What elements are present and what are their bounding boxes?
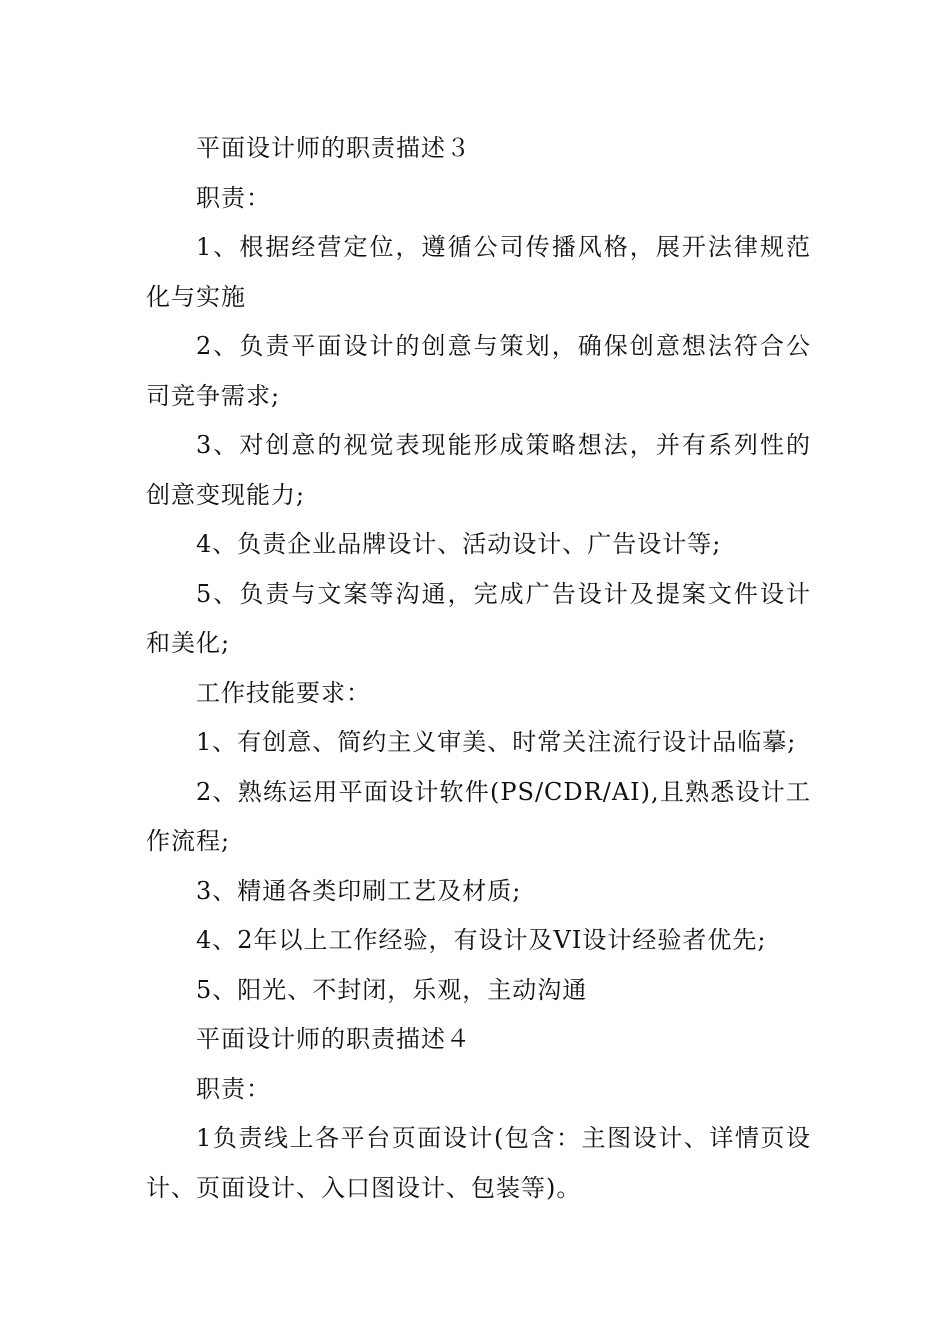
document-body (146, 124, 811, 1213)
paragraph: 3、精通各类印刷工艺及材质; (196, 876, 522, 905)
responsibilities-label: 职责： (196, 1074, 271, 1103)
paragraph: 1负责线上各平台页面设计(包含：主图设计、详情页设计、页面设计、入口图设计、包装等)。 (146, 1124, 811, 1202)
section-heading-3: 平面设计师的职责描述３ (196, 134, 471, 162)
paragraph: 5、负责与文案等沟通，完成广告设计及提案文件设计和美化; (146, 579, 811, 657)
paragraph: 3、对创意的视觉表现能形成策略想法，并有系列性的创意变现能力; (146, 431, 811, 509)
paragraph: 1、有创意、简约主义审美、时常关注流行设计品临摹; (196, 728, 797, 756)
skills-label: 工作技能要求： (196, 678, 371, 707)
paragraph: 1、根据经营定位，遵循公司传播风格，展开法律规范化与实施 (146, 233, 811, 311)
paragraph: 2、熟练运用平面设计软件(PS/CDR/AI),且熟悉设计工作流程; (146, 777, 811, 855)
responsibilities-label: 职责： (196, 183, 271, 212)
paragraph: 4、2年以上工作经验，有设计及VI设计经验者优先; (196, 926, 767, 954)
paragraph: 2、负责平面设计的创意与策划，确保创意想法符合公司竞争需求; (146, 332, 811, 410)
paragraph: 5、阳光、不封闭，乐观，主动沟通 (196, 975, 588, 1004)
paragraph: 4、负责企业品牌设计、活动设计、广告设计等; (196, 530, 722, 558)
section-heading-4: 平面设计师的职责描述４ (196, 1025, 471, 1053)
